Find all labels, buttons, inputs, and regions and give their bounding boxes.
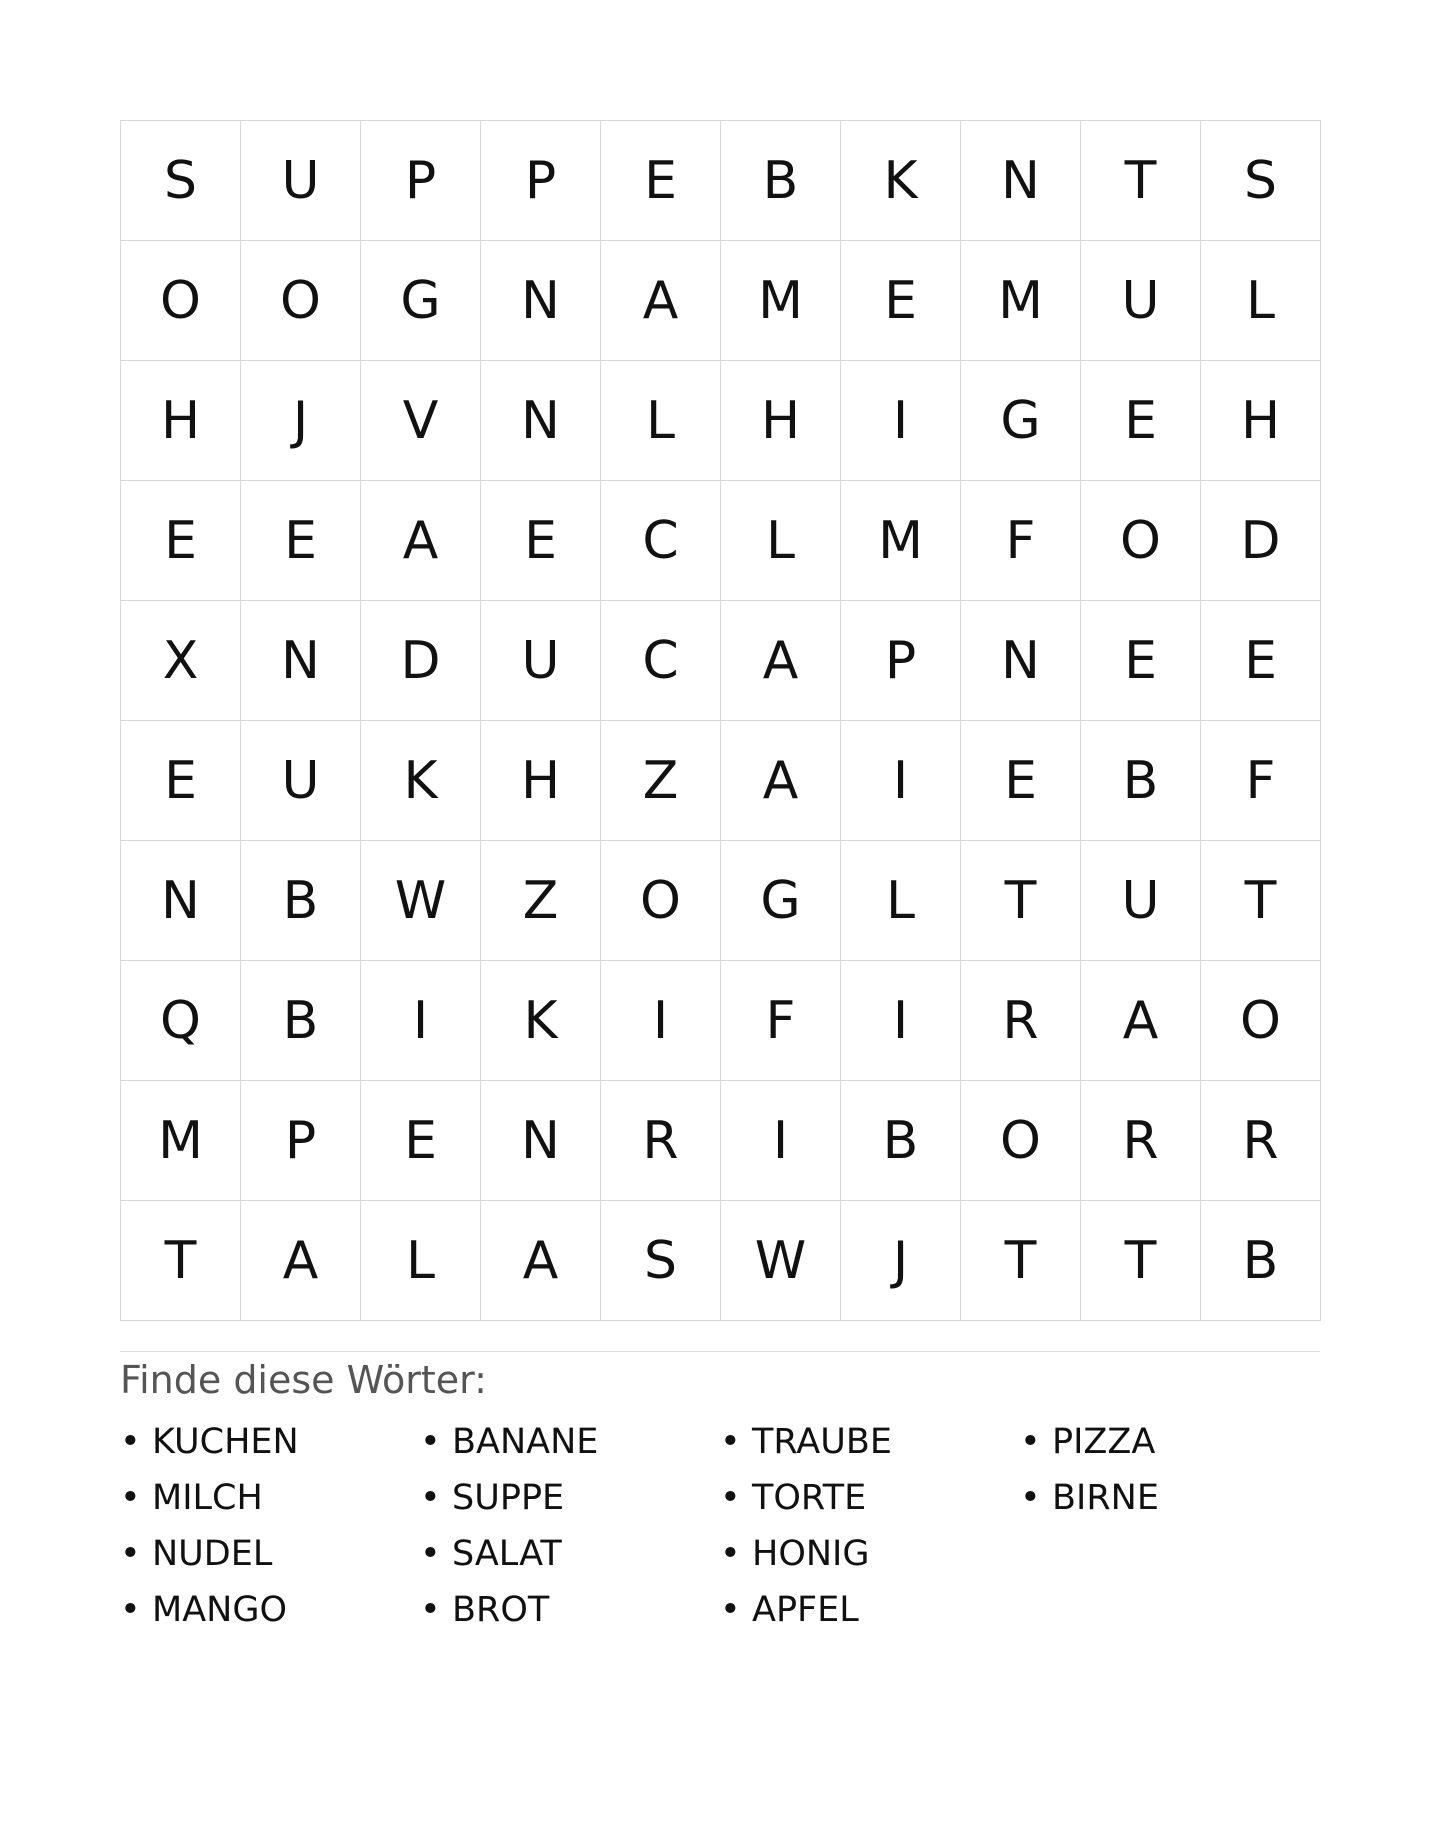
grid-cell[interactable]: A — [1081, 961, 1201, 1081]
bullet-icon: • — [420, 1478, 441, 1518]
grid-cell[interactable]: P — [841, 601, 961, 721]
grid-cell[interactable]: P — [481, 121, 601, 241]
grid-cell[interactable]: A — [721, 721, 841, 841]
grid-cell[interactable]: F — [1201, 721, 1321, 841]
grid-cell[interactable]: N — [961, 121, 1081, 241]
grid-cell[interactable]: C — [601, 601, 721, 721]
grid-cell[interactable]: N — [481, 1081, 601, 1201]
grid-cell[interactable]: G — [361, 241, 481, 361]
grid-cell[interactable]: O — [241, 241, 361, 361]
word-list-item — [720, 1470, 1020, 1526]
word-list-item — [420, 1470, 720, 1526]
grid-cell[interactable]: O — [1081, 481, 1201, 601]
grid-cell[interactable]: O — [601, 841, 721, 961]
grid-cell[interactable]: E — [481, 481, 601, 601]
word-list-item — [720, 1414, 1020, 1470]
grid-cell[interactable]: I — [721, 1081, 841, 1201]
bullet-icon: • — [1020, 1422, 1041, 1462]
grid-cell[interactable]: Q — [121, 961, 241, 1081]
grid-cell[interactable]: U — [1081, 841, 1201, 961]
word-label: BANANE — [452, 1422, 599, 1462]
grid-cell[interactable]: E — [1201, 601, 1321, 721]
grid-cell[interactable]: E — [841, 241, 961, 361]
word-list-item — [120, 1582, 420, 1638]
grid-cell[interactable]: A — [721, 601, 841, 721]
word-list-title: Finde diese Wörter: — [120, 1358, 487, 1402]
word-label: PIZZA — [1052, 1422, 1156, 1462]
grid-cell[interactable]: O — [1201, 961, 1321, 1081]
grid-cell[interactable]: H — [1201, 361, 1321, 481]
grid-cell[interactable]: B — [1081, 721, 1201, 841]
grid-cell[interactable]: U — [481, 601, 601, 721]
word-list-item — [1020, 1470, 1320, 1526]
grid-cell[interactable]: Z — [601, 721, 721, 841]
grid-cell[interactable]: E — [1081, 361, 1201, 481]
grid-cell[interactable]: R — [1081, 1081, 1201, 1201]
grid-cell[interactable]: E — [121, 481, 241, 601]
grid-cell[interactable]: T — [1201, 841, 1321, 961]
grid-cell[interactable]: O — [961, 1081, 1081, 1201]
bullet-icon: • — [120, 1478, 141, 1518]
grid-cell[interactable]: S — [601, 1201, 721, 1321]
grid-cell[interactable]: L — [361, 1201, 481, 1321]
grid-cell[interactable]: C — [601, 481, 721, 601]
grid-cell[interactable]: T — [1081, 1201, 1201, 1321]
grid-cell[interactable]: E — [1081, 601, 1201, 721]
grid-cell[interactable]: L — [601, 361, 721, 481]
grid-cell[interactable]: S — [1201, 121, 1321, 241]
grid-cell[interactable]: G — [721, 841, 841, 961]
grid-cell[interactable]: K — [481, 961, 601, 1081]
bullet-icon: • — [420, 1590, 441, 1630]
grid-cell[interactable]: M — [721, 241, 841, 361]
word-list-item — [720, 1526, 1020, 1582]
grid-cell[interactable]: B — [241, 961, 361, 1081]
grid-cell[interactable]: U — [1081, 241, 1201, 361]
grid-cell[interactable]: I — [841, 721, 961, 841]
grid-cell[interactable]: H — [121, 361, 241, 481]
grid-cell[interactable]: H — [721, 361, 841, 481]
grid-cell[interactable]: T — [121, 1201, 241, 1321]
bullet-icon: • — [120, 1534, 141, 1574]
grid-cell[interactable]: B — [241, 841, 361, 961]
grid-cell[interactable]: V — [361, 361, 481, 481]
grid-cell[interactable]: I — [841, 361, 961, 481]
word-list-item — [420, 1414, 720, 1470]
grid-cell[interactable]: X — [121, 601, 241, 721]
grid-cell[interactable]: B — [1201, 1201, 1321, 1321]
bullet-icon: • — [720, 1478, 741, 1518]
word-search-puzzle — [120, 120, 1320, 1638]
grid-cell[interactable]: R — [601, 1081, 721, 1201]
grid-cell[interactable]: N — [241, 601, 361, 721]
grid-cell[interactable]: E — [601, 121, 721, 241]
grid-cell[interactable]: I — [361, 961, 481, 1081]
grid-cell[interactable]: K — [361, 721, 481, 841]
grid-cell[interactable]: R — [1201, 1081, 1321, 1201]
word-label: NUDEL — [152, 1534, 273, 1574]
grid-cell[interactable]: J — [241, 361, 361, 481]
grid-cell[interactable]: N — [961, 601, 1081, 721]
word-label: MILCH — [152, 1478, 263, 1518]
word-list-item — [120, 1414, 420, 1470]
word-label: KUCHEN — [152, 1422, 299, 1462]
bullet-icon: • — [420, 1422, 441, 1462]
grid-cell[interactable]: E — [361, 1081, 481, 1201]
grid-cell[interactable]: A — [481, 1201, 601, 1321]
grid-cell[interactable]: S — [121, 121, 241, 241]
grid-cell[interactable]: P — [361, 121, 481, 241]
grid-cell[interactable]: N — [121, 841, 241, 961]
grid-cell[interactable]: Z — [481, 841, 601, 961]
word-label: TRAUBE — [752, 1422, 892, 1462]
bullet-icon: • — [120, 1422, 141, 1462]
grid-cell[interactable]: B — [841, 1081, 961, 1201]
grid-cell[interactable]: O — [121, 241, 241, 361]
grid-cell[interactable]: A — [361, 481, 481, 601]
bullet-icon: • — [420, 1534, 441, 1574]
grid-cell[interactable]: P — [241, 1081, 361, 1201]
word-label: APFEL — [752, 1590, 859, 1630]
grid-cell[interactable]: M — [961, 241, 1081, 361]
bullet-icon: • — [1020, 1478, 1041, 1518]
grid-cell[interactable]: L — [841, 841, 961, 961]
grid-cell[interactable]: F — [961, 481, 1081, 601]
grid-cell[interactable]: L — [1201, 241, 1321, 361]
grid-cell[interactable]: T — [1081, 121, 1201, 241]
grid-cell[interactable]: M — [841, 481, 961, 601]
divider — [120, 1351, 1320, 1352]
grid-cell[interactable]: U — [241, 721, 361, 841]
word-label: MANGO — [152, 1590, 287, 1630]
bullet-icon: • — [720, 1534, 741, 1574]
word-label: HONIG — [752, 1534, 870, 1574]
word-list-item — [420, 1526, 720, 1582]
grid-cell[interactable]: B — [721, 121, 841, 241]
grid-cell[interactable]: N — [481, 361, 601, 481]
grid-cell[interactable]: I — [601, 961, 721, 1081]
grid-cell[interactable]: D — [361, 601, 481, 721]
grid-cell[interactable]: T — [961, 841, 1081, 961]
grid-cell[interactable]: I — [841, 961, 961, 1081]
word-label: BIRNE — [1052, 1478, 1159, 1518]
word-label: BROT — [452, 1590, 550, 1630]
letter-grid — [120, 120, 1321, 1321]
grid-cell[interactable]: D — [1201, 481, 1321, 601]
grid-cell[interactable]: K — [841, 121, 961, 241]
word-list-item — [720, 1582, 1020, 1638]
grid-cell[interactable]: U — [241, 121, 361, 241]
grid-cell[interactable]: L — [721, 481, 841, 601]
word-label: SALAT — [452, 1534, 562, 1574]
word-label: TORTE — [752, 1478, 867, 1518]
word-list-item — [120, 1526, 420, 1582]
grid-cell[interactable]: A — [241, 1201, 361, 1321]
grid-cell[interactable]: A — [601, 241, 721, 361]
grid-cell[interactable]: E — [121, 721, 241, 841]
word-list — [120, 1414, 1320, 1638]
grid-cell[interactable]: F — [721, 961, 841, 1081]
grid-cell[interactable]: W — [361, 841, 481, 961]
word-list-item — [420, 1582, 720, 1638]
grid-cell[interactable]: T — [961, 1201, 1081, 1321]
grid-cell[interactable]: H — [481, 721, 601, 841]
grid-cell[interactable]: J — [841, 1201, 961, 1321]
bullet-icon: • — [720, 1422, 741, 1462]
grid-cell[interactable]: E — [241, 481, 361, 601]
grid-cell[interactable]: W — [721, 1201, 841, 1321]
grid-cell[interactable]: E — [961, 721, 1081, 841]
word-label: SUPPE — [452, 1478, 565, 1518]
grid-cell[interactable]: N — [481, 241, 601, 361]
bullet-icon: • — [120, 1590, 141, 1630]
grid-cell[interactable]: R — [961, 961, 1081, 1081]
grid-cell[interactable]: G — [961, 361, 1081, 481]
grid-cell[interactable]: M — [121, 1081, 241, 1201]
word-list-item — [1020, 1414, 1320, 1470]
word-list-item — [120, 1470, 420, 1526]
bullet-icon: • — [720, 1590, 741, 1630]
